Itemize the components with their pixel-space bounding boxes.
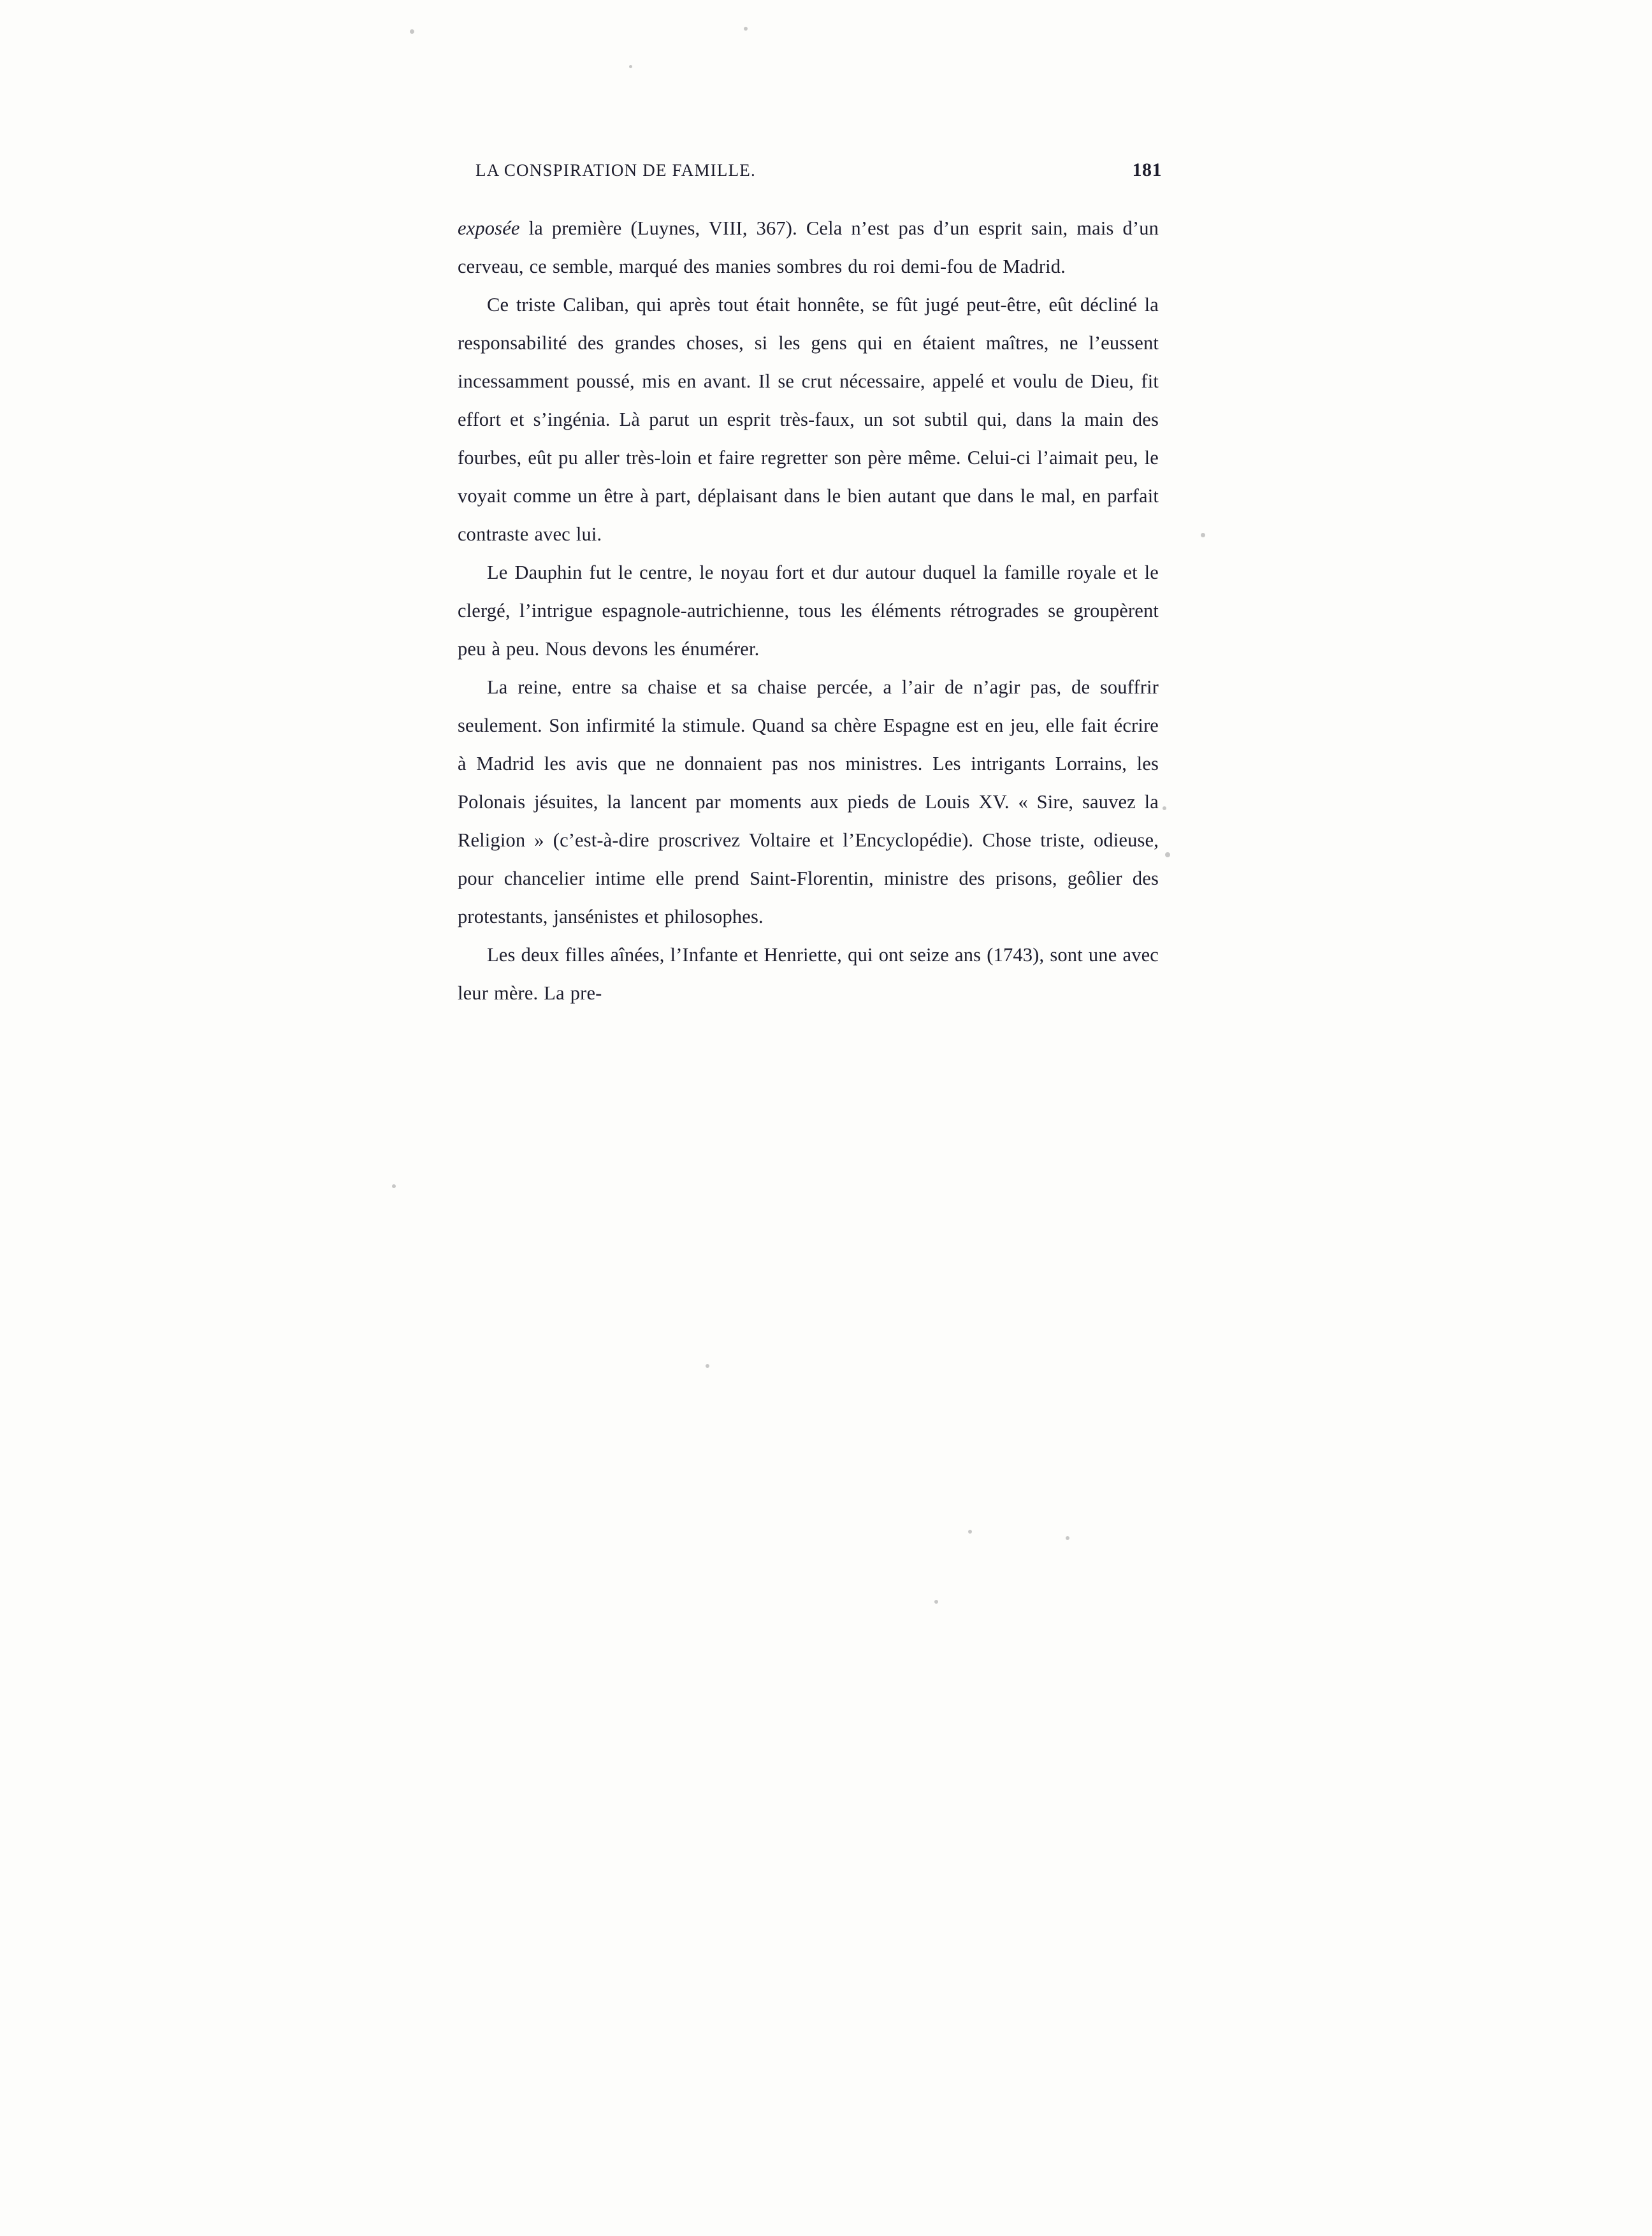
paper-speck [744,27,748,31]
running-head-title: LA CONSPIRATION DE FAMILLE. [475,161,756,180]
page-number: 181 [1132,159,1162,180]
paper-speck [410,29,414,34]
paper-speck [934,1600,938,1604]
paper-speck [629,65,632,68]
paragraph: Les deux filles aînées, l’Infante et Henriette, qui ont seize ans (1743), sont une avec leur mère. La pre- [458,944,1159,1004]
paragraph: Ce triste Caliban, qui après tout était honnête, se fût jugé peut-être, eût décliné la responsabilité des grandes choses, si les gens qui en étaient maîtres, ne l’eussent incessamment poussé, mis en avant. Il se crut nécessaire, appelé et voulu de Dieu, fit effort et s’ingénia. Là parut un esprit très-faux, un sot subtil qui, dans la main des fourbes, eût pu aller très-loin et faire regretter son père même. Celui-ci l’aimait peu, le voyait comme un être à part, déplaisant dans le bien autant que dans le mal, en parfait contraste avec lui. [458,294,1159,545]
running-head [458,159,1162,181]
paper-speck [392,1184,396,1188]
paper-speck [1201,533,1205,537]
paper-speck [706,1364,709,1368]
italic-lead-word: exposée [458,217,520,239]
paper-speck [1066,1536,1069,1540]
page-text-column [458,159,1162,1012]
paragraph [458,209,1159,286]
paragraph-text: la première (Luynes, VIII, 367). Cela n’est pas d’un esprit sain, mais d’un cerveau, ce semble, marqué des manies sombres du roi demi-fou de Madrid. [458,217,1159,277]
paragraph: La reine, entre sa chaise et sa chaise percée, a l’air de n’agir pas, de souffrir seulement. Son infirmité la stimule. Quand sa chère Espagne est en jeu, elle fait écrire à Madrid les avis que ne donnaient pas nos ministres. Les intrigants Lorrains, les Polonais jésuites, la lancent par moments aux pieds de Louis XV. « Sire, sauvez la Religion » (c’est-à-dire proscrivez Voltaire et l’Encyclopédie). Chose triste, odieuse, pour chancelier intime elle prend Saint-Florentin, ministre des prisons, geôlier des protestants, jansénistes et philosophes. [458,676,1159,927]
paper-speck [1163,806,1166,810]
paper-speck [1165,852,1170,857]
paper-speck [968,1530,972,1534]
paragraph: Le Dauphin fut le centre, le noyau fort et dur autour duquel la famille royale et le clergé, l’intrigue espagnole-autrichienne, tous les éléments rétrogrades se groupèrent peu à peu. Nous devons les énumérer. [458,562,1159,660]
